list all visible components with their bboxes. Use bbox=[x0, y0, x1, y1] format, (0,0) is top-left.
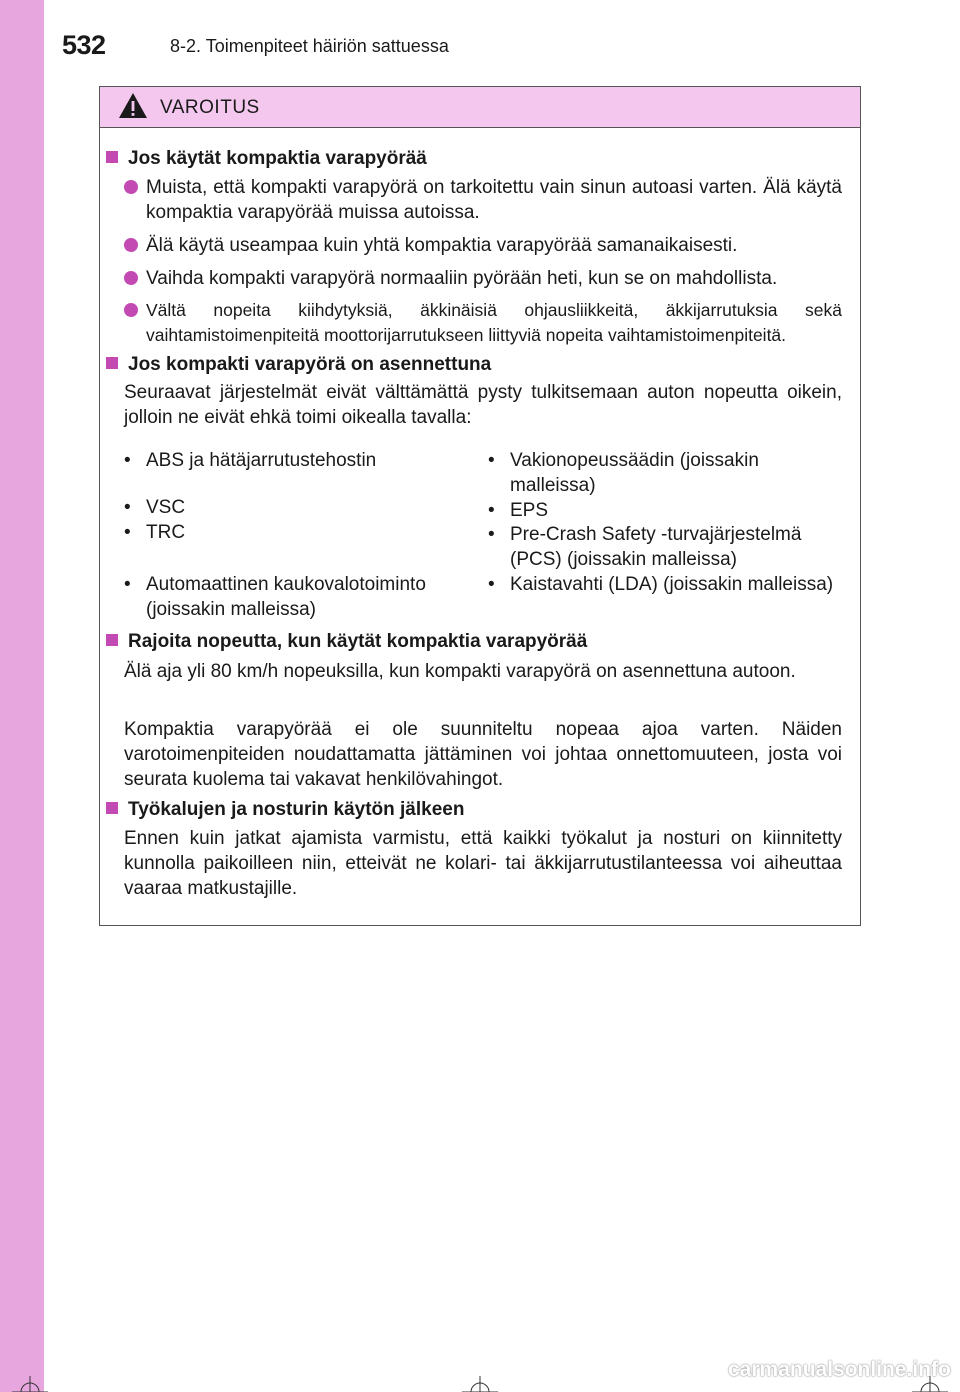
bullet-item: Muista, että kompakti varapyörä on tarkoitettu vain sinun autoasi varten. Älä käytä kompaktia varapyörää muissa autoissa. bbox=[124, 175, 842, 225]
paragraph: Kompaktia varapyörää ei ole suunniteltu nopeaa ajoa varten. Näiden varotoimenpiteiden noudattamatta jättäminen voi johtaa onnettomuuteen, josta voi seurata kuolema tai vakavat henkilövahingot. bbox=[124, 719, 842, 790]
page-number: 532 bbox=[62, 30, 106, 60]
square-bullet-icon bbox=[106, 151, 118, 163]
system-list-item: • EPS bbox=[488, 500, 549, 521]
section-heading: Rajoita nopeutta, kun käytät kompaktia varapyörää bbox=[106, 631, 587, 653]
system-list-item: • Automaattinen kaukovalotoiminto (joissakin malleissa) bbox=[124, 574, 426, 620]
section-title: 8-2. Toimenpiteet häiriön sattuessa bbox=[170, 36, 449, 56]
paragraph: Älä aja yli 80 km/h nopeuksilla, kun kompakti varapyörä on asennettuna autoon. bbox=[124, 661, 796, 682]
round-bullet-icon bbox=[124, 180, 138, 194]
section-heading: Jos käytät kompaktia varapyörää bbox=[106, 148, 427, 170]
square-bullet-icon bbox=[106, 634, 118, 646]
system-list-item: • Pre-Crash Safety -turvajärjestelmä (PCS) (joissakin malleissa) bbox=[488, 524, 802, 570]
warning-label: VAROITUS bbox=[160, 97, 260, 118]
bullet-item: Älä käytä useampaa kuin yhtä kompaktia varapyörää samanaikaisesti. bbox=[124, 233, 842, 258]
warning-box bbox=[99, 86, 861, 926]
round-bullet-icon bbox=[124, 238, 138, 252]
round-bullet-icon bbox=[124, 303, 138, 317]
paragraph: Seuraavat järjestelmät eivät välttämättä pysty tulkitsemaan auton nopeutta oikein, jolloin ne eivät ehkä toimi oikealla tavalla: bbox=[124, 382, 842, 428]
registration-mark-icon bbox=[10, 1372, 50, 1392]
chapter-sidebar bbox=[0, 0, 44, 1392]
system-list-item: • VSC bbox=[124, 497, 186, 518]
warning-triangle-icon bbox=[118, 92, 148, 119]
bullet-item: Vaihda kompakti varapyörä normaaliin pyörään heti, kun se on mahdollista. bbox=[124, 266, 842, 291]
system-list-item: • TRC bbox=[124, 522, 186, 543]
registration-mark-icon bbox=[460, 1372, 500, 1392]
system-list-item: • ABS ja hätäjarrutustehostin bbox=[124, 450, 377, 471]
section-heading: Työkalujen ja nosturin käytön jälkeen bbox=[106, 799, 464, 821]
square-bullet-icon bbox=[106, 802, 118, 814]
round-bullet-icon bbox=[124, 271, 138, 285]
bullet-item: Vältä nopeita kiihdytyksiä, äkkinäisiä ohjausliikkeitä, äkkijarrutuksia sekä vaihtamistoimenpiteitä moottorijarrutukseen liittyviä nopeita vaihtamistoimenpiteitä. bbox=[124, 298, 842, 348]
section-heading: Jos kompakti varapyörä on asennettuna bbox=[106, 354, 491, 376]
watermark: carmanualsonline.info bbox=[728, 1358, 951, 1381]
system-list-item: • Vakionopeussäädin (joissakin malleissa) bbox=[488, 450, 759, 496]
square-bullet-icon bbox=[106, 357, 118, 369]
warning-header bbox=[100, 87, 860, 128]
paragraph: Ennen kuin jatkat ajamista varmistu, että kaikki työkalut ja nosturi on kiinnitetty kunnolla paikoilleen niin, etteivät ne kolari- tai äkkijarrutustilanteessa voi aiheuttaa vaaraa matkustajille. bbox=[124, 828, 842, 899]
system-list-item: • Kaistavahti (LDA) (joissakin malleissa) bbox=[488, 574, 834, 595]
